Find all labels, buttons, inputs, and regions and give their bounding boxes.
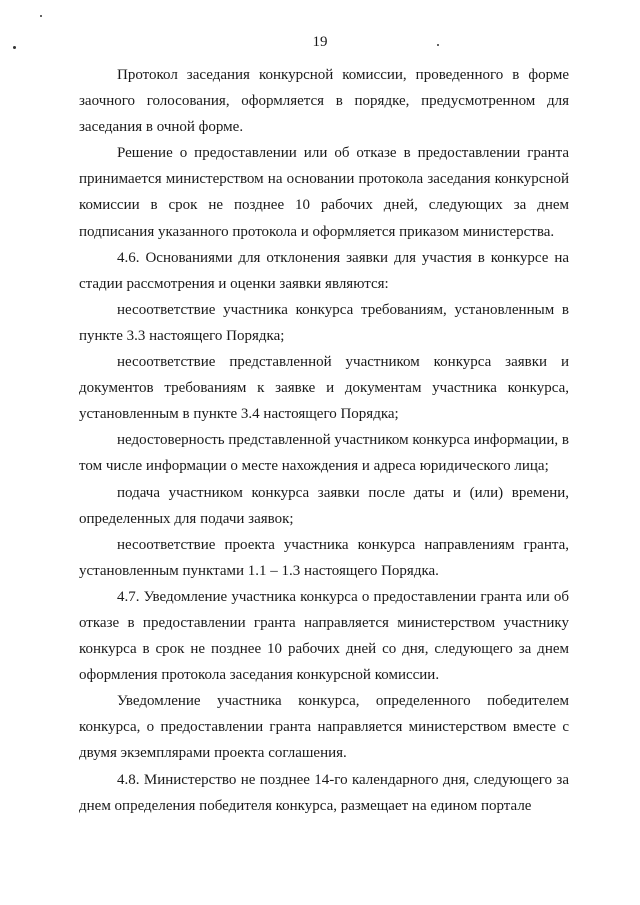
paragraph: 4.8. Министерство не позднее 14-го календарного дня, следующего за днем определения победителя конкурса, размещает на едином портале xyxy=(79,771,569,814)
document-body xyxy=(79,62,569,819)
paragraph: несоответствие представленной участником конкурса заявки и документов требованиям к заявке и документам участника конкурса, установленным в пункте 3.4 настоящего Порядка; xyxy=(79,354,569,423)
paragraph: недостоверность представленной участником конкурса информации, в том числе информации о месте нахождения и адреса юридического лица; xyxy=(79,432,569,475)
paragraph: несоответствие участника конкурса требованиям, установленным в пункте 3.3 настоящего Порядка; xyxy=(79,301,569,344)
page-number: 19 xyxy=(312,34,328,50)
paragraph: 4.6. Основаниями для отклонения заявки для участия в конкурсе на стадии рассмотрения и оценки заявки являются: xyxy=(79,249,569,292)
paragraph: подача участником конкурса заявки после даты и (или) времени, определенных для подачи заявок; xyxy=(79,484,569,527)
paragraph: 4.7. Уведомление участника конкурса о предоставлении гранта или об отказе в предоставлении гранта направляется министерством участнику конкурса в срок не позднее 10 рабочих дней со дня, следующего за днем оформления протокола заседания конкурсной комиссии. xyxy=(79,588,569,684)
paragraph: несоответствие проекта участника конкурса направлениям гранта, установленным пунктами 1.1 – 1.3 настоящего Порядка. xyxy=(79,536,569,579)
paragraph: Уведомление участника конкурса, определенного победителем конкурса, о предоставлении гранта направляется министерством вместе с двумя экземплярами проекта соглашения. xyxy=(79,693,569,762)
paragraph: Решение о предоставлении или об отказе в предоставлении гранта принимается министерством на основании протокола заседания конкурсной комиссии в срок не позднее 10 рабочих дней, следующих за днем подписания указанного протокола и оформляется приказом министерства. xyxy=(79,145,569,240)
paragraph: Протокол заседания конкурсной комиссии, проведенного в форме заочного голосования, оформляется в порядке, предусмотренном для заседания в очной форме. xyxy=(79,67,569,136)
scan-speck xyxy=(40,15,42,17)
